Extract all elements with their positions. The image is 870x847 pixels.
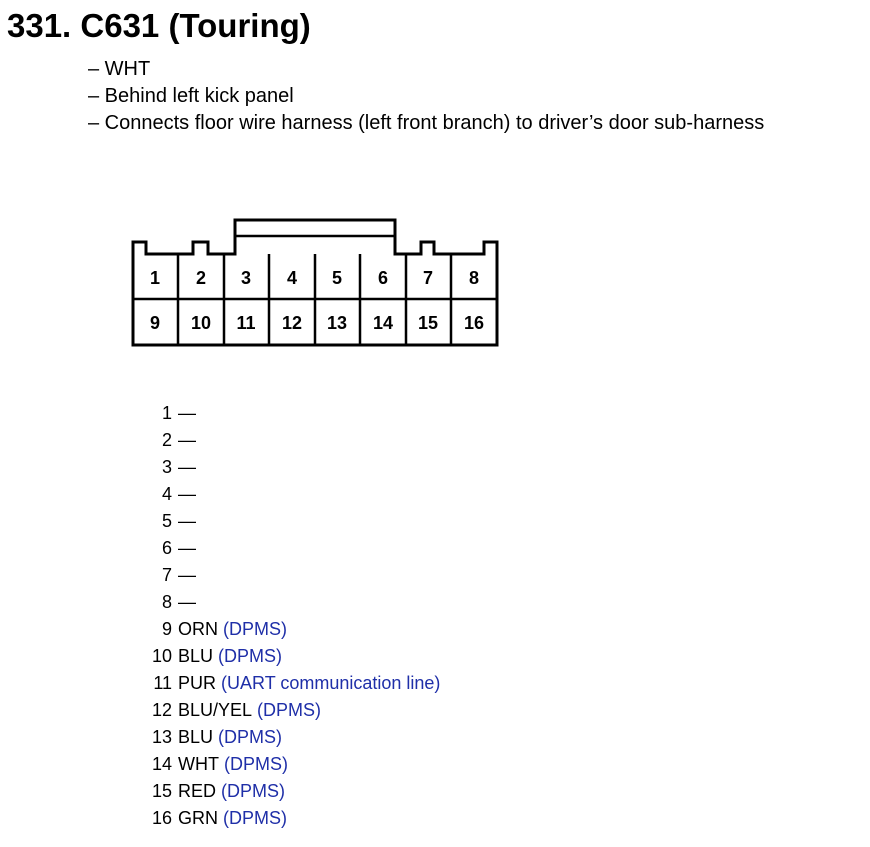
pin-row bbox=[140, 751, 440, 778]
pin-row bbox=[140, 643, 440, 670]
pin-function: (DPMS) bbox=[223, 754, 288, 774]
pin-number: 11 bbox=[153, 673, 172, 693]
pin-row bbox=[140, 481, 440, 508]
pin-row bbox=[140, 535, 440, 562]
pin-function: (DPMS) bbox=[257, 700, 322, 720]
pin-cavity-7: 7 bbox=[422, 268, 434, 288]
pin-row bbox=[140, 562, 440, 589]
pin-row bbox=[140, 778, 440, 805]
pin-number: 4 bbox=[161, 484, 172, 504]
pin-row bbox=[140, 724, 440, 751]
pin-function: (DPMS) bbox=[223, 808, 287, 828]
note-location: – Behind left kick panel bbox=[88, 85, 294, 107]
pin-cavity-9: 9 bbox=[149, 313, 161, 333]
pin-row bbox=[140, 805, 440, 832]
pin-row bbox=[140, 454, 440, 481]
pin-row bbox=[140, 427, 440, 454]
pin-assignment-list bbox=[140, 400, 440, 832]
wire-color: BLU/YEL bbox=[178, 700, 253, 720]
pin-number: 12 bbox=[151, 700, 172, 720]
wire-color: BLU bbox=[178, 727, 214, 747]
pin-number: 15 bbox=[151, 781, 172, 801]
pin-number: 2 bbox=[161, 430, 172, 450]
note-connection: – Connects floor wire harness (left front branch) to driver’s door sub-harness bbox=[88, 112, 765, 134]
pin-cavity-5: 5 bbox=[331, 268, 343, 288]
wire-color: — bbox=[178, 403, 196, 423]
pin-number: 9 bbox=[161, 619, 172, 639]
pin-cavity-4: 4 bbox=[286, 268, 298, 288]
pin-number: 1 bbox=[161, 403, 172, 423]
pin-number: 14 bbox=[151, 754, 172, 774]
pin-row bbox=[140, 670, 440, 697]
wire-color: BLU bbox=[178, 646, 214, 666]
pin-cavity-8: 8 bbox=[468, 268, 480, 288]
pin-row bbox=[140, 616, 440, 643]
pin-number: 3 bbox=[161, 457, 172, 477]
pin-cavity-2: 2 bbox=[195, 268, 207, 288]
wire-color: RED bbox=[178, 781, 217, 801]
pin-row bbox=[140, 508, 440, 535]
pin-number: 5 bbox=[161, 511, 172, 531]
wire-color: — bbox=[178, 430, 196, 450]
pin-cavity-16: 16 bbox=[463, 313, 485, 333]
pin-cavity-11: 11 bbox=[236, 313, 256, 333]
pin-cavity-15: 15 bbox=[417, 313, 439, 333]
pin-row bbox=[140, 400, 440, 427]
pin-cavity-1: 1 bbox=[149, 268, 161, 288]
pin-cavity-12: 12 bbox=[281, 313, 303, 333]
pin-function: (DPMS) bbox=[218, 646, 283, 666]
pin-cavity-13: 13 bbox=[326, 313, 348, 333]
wire-color: ORN bbox=[178, 619, 218, 639]
pin-row bbox=[140, 697, 440, 724]
pin-number: 8 bbox=[161, 592, 172, 612]
pin-function: (UART communication line) bbox=[221, 673, 441, 693]
pin-function: (DPMS) bbox=[223, 619, 287, 639]
pin-cavity-6: 6 bbox=[377, 268, 389, 288]
pin-function: (DPMS) bbox=[218, 727, 283, 747]
wire-color: — bbox=[178, 484, 196, 504]
pin-number: 6 bbox=[161, 538, 172, 558]
pin-number: 13 bbox=[151, 727, 172, 747]
wire-color: GRN bbox=[178, 808, 218, 828]
pin-cavity-14: 14 bbox=[372, 313, 394, 333]
pin-number: 16 bbox=[151, 808, 172, 828]
pin-number: 7 bbox=[161, 565, 172, 585]
pin-cavity-3: 3 bbox=[240, 268, 252, 288]
pin-row bbox=[140, 589, 440, 616]
pin-cavity-10: 10 bbox=[190, 313, 212, 333]
note-color: – WHT bbox=[88, 58, 151, 80]
page-title: 331. C631 (Touring) bbox=[7, 7, 311, 44]
pin-number: 10 bbox=[151, 646, 172, 666]
wire-color: — bbox=[178, 565, 196, 585]
wire-color: — bbox=[178, 457, 196, 477]
wire-color: — bbox=[178, 511, 196, 531]
wire-color: WHT bbox=[178, 754, 219, 774]
wire-color: PUR bbox=[178, 673, 217, 693]
connector-face-diagram bbox=[0, 0, 870, 400]
pin-function: (DPMS) bbox=[221, 781, 286, 801]
wire-color: — bbox=[178, 538, 196, 558]
wire-color: — bbox=[178, 592, 196, 612]
